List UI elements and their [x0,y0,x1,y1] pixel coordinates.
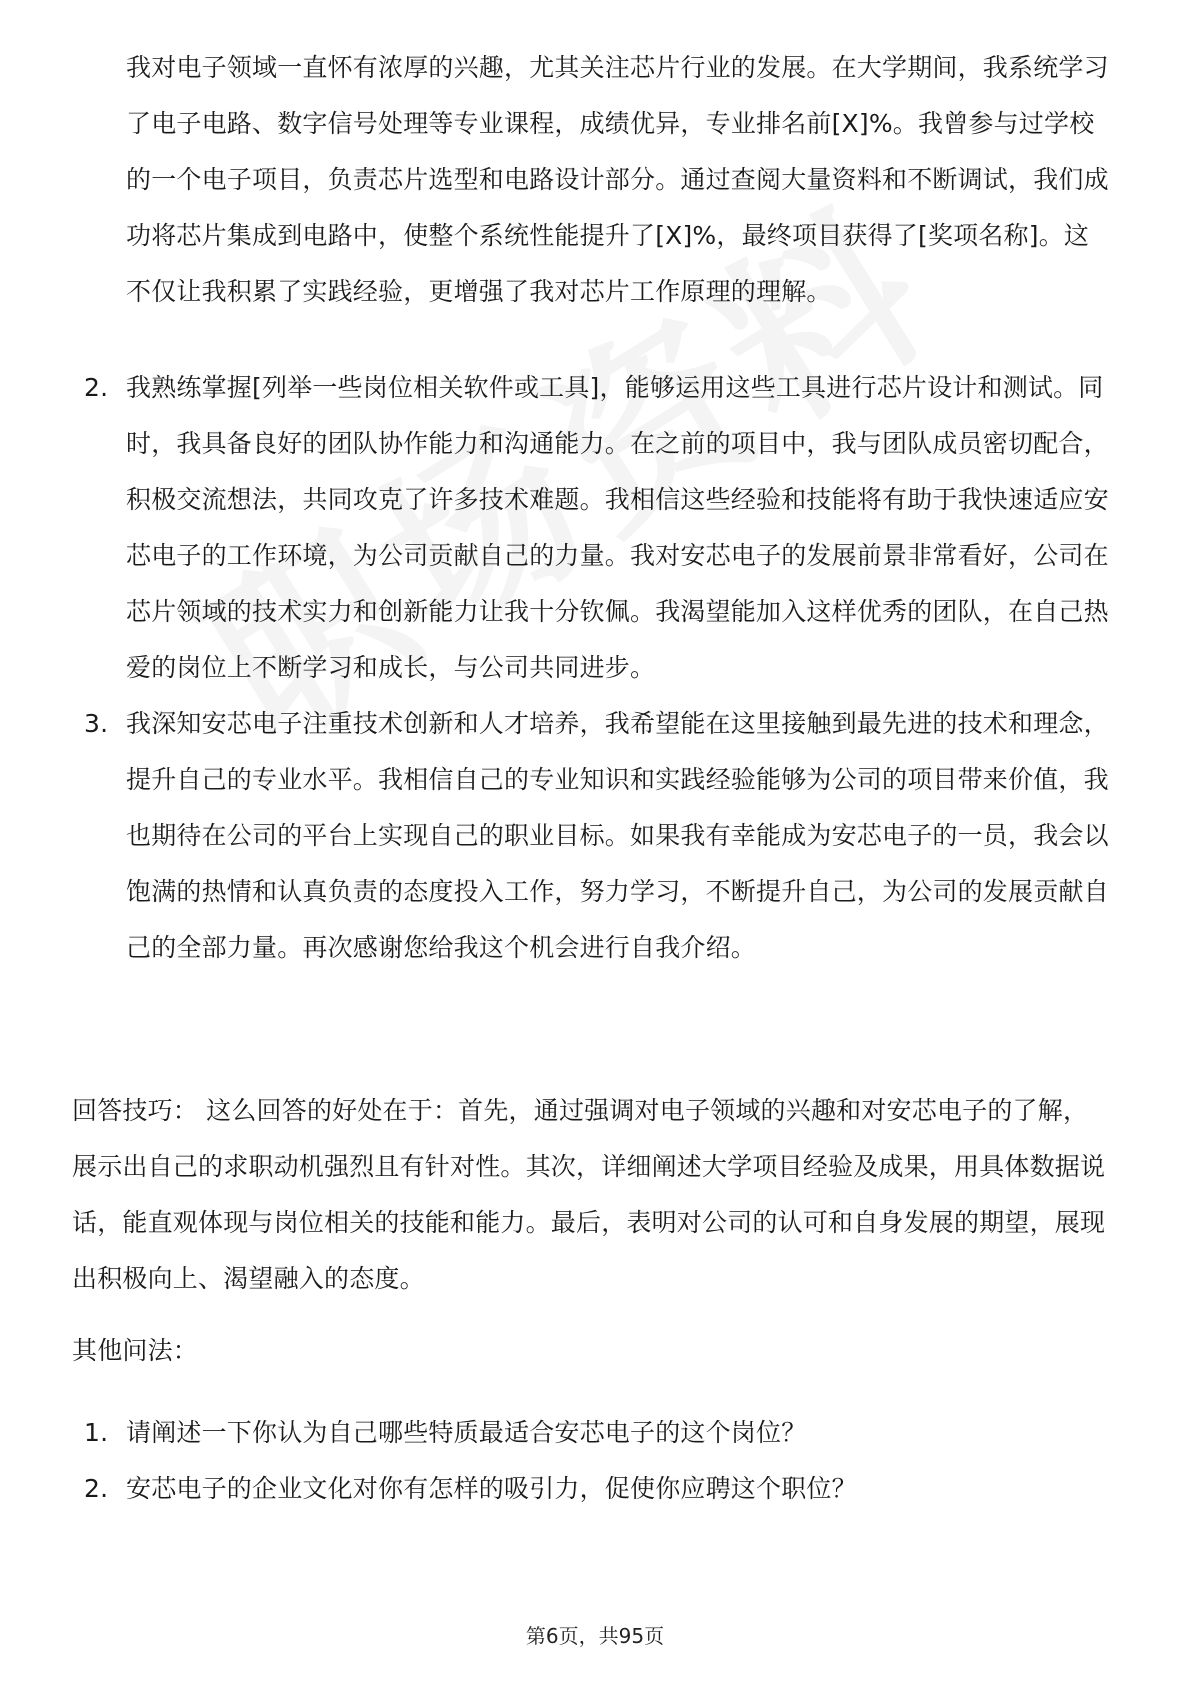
list-item-number: 1. [84,1418,109,1447]
list-item-number: 2. [84,1474,109,1503]
list-item-text: 我对电子领域一直怀有浓厚的兴趣，尤其关注芯片行业的发展。在大学期间，我系统学习了电子电路、数字信号处理等专业课程，成绩优异，专业排名前[X]%。我曾参与过学校的一个电子项目，负责芯片选型和电路设计部分。通过查阅大量资料和不断调试，我们成功将芯片集成到电路中，使整个系统性能提升了[X]%，最终项目获得了[奖项名称]。这不仅让我积累了实践经验，更增强了我对芯片工作原理的理解。 [126,53,1109,306]
list-item-text: 安芯电子的企业文化对你有怎样的吸引力，促使你应聘这个职位？ [126,1474,857,1503]
list-item [72,40,1112,320]
answer-list [72,360,1112,976]
list-item [72,1405,1112,1461]
list-item-text: 请阐述一下你认为自己哪些特质最适合安芯电子的这个岗位？ [126,1418,807,1447]
list-item [72,696,1112,976]
other-questions-list [72,1405,1112,1517]
page-number-footer: 第6页，共95页 [525,1624,665,1648]
list-item-text: 我深知安芯电子注重技术创新和人才培养，我希望能在这里接触到最先进的技术和理念，提升自己的专业水平。我相信自己的专业知识和实践经验能够为公司的项目带来价值，我也期待在公司的平台上实现自己的职业目标。如果我有幸能成为安芯电子的一员，我会以饱满的热情和认真负责的态度投入工作，努力学习，不断提升自己，为公司的发展贡献自己的全部力量。再次感谢您给我这个机会进行自我介绍。 [126,709,1109,962]
list-item-text: 我熟练掌握[列举一些岗位相关软件或工具]，能够运用这些工具进行芯片设计和测试。同时，我具备良好的团队协作能力和沟通能力。在之前的项目中，我与团队成员密切配合，积极交流想法，共同攻克了许多技术难题。我相信这些经验和技能将有助于我快速适应安芯电子的工作环境，为公司贡献自己的力量。我对安芯电子的发展前景非常看好，公司在芯片领域的技术实力和创新能力让我十分钦佩。我渴望能加入这样优秀的团队，在自己热爱的岗位上不断学习和成长，与公司共同进步。 [126,373,1109,682]
answer-tips-paragraph: 回答技巧： 这么回答的好处在于：首先，通过强调对电子领域的兴趣和对安芯电子的了解，展示出自己的求职动机强烈且有针对性。其次，详细阐述大学项目经验及成果，用具体数据说话，能直观体现与岗位相关的技能和能力。最后，表明对公司的认可和自身发展的期望，展现出积极向上、渴望融入的态度。 [72,1096,1106,1293]
list-item [72,1461,1112,1517]
list-item [72,360,1112,696]
other-questions-heading: 其他问法： [72,1336,199,1365]
list-item-number: 2. [84,373,109,402]
list-item-number: 3. [84,709,109,738]
answer-list-continued [72,40,1112,320]
